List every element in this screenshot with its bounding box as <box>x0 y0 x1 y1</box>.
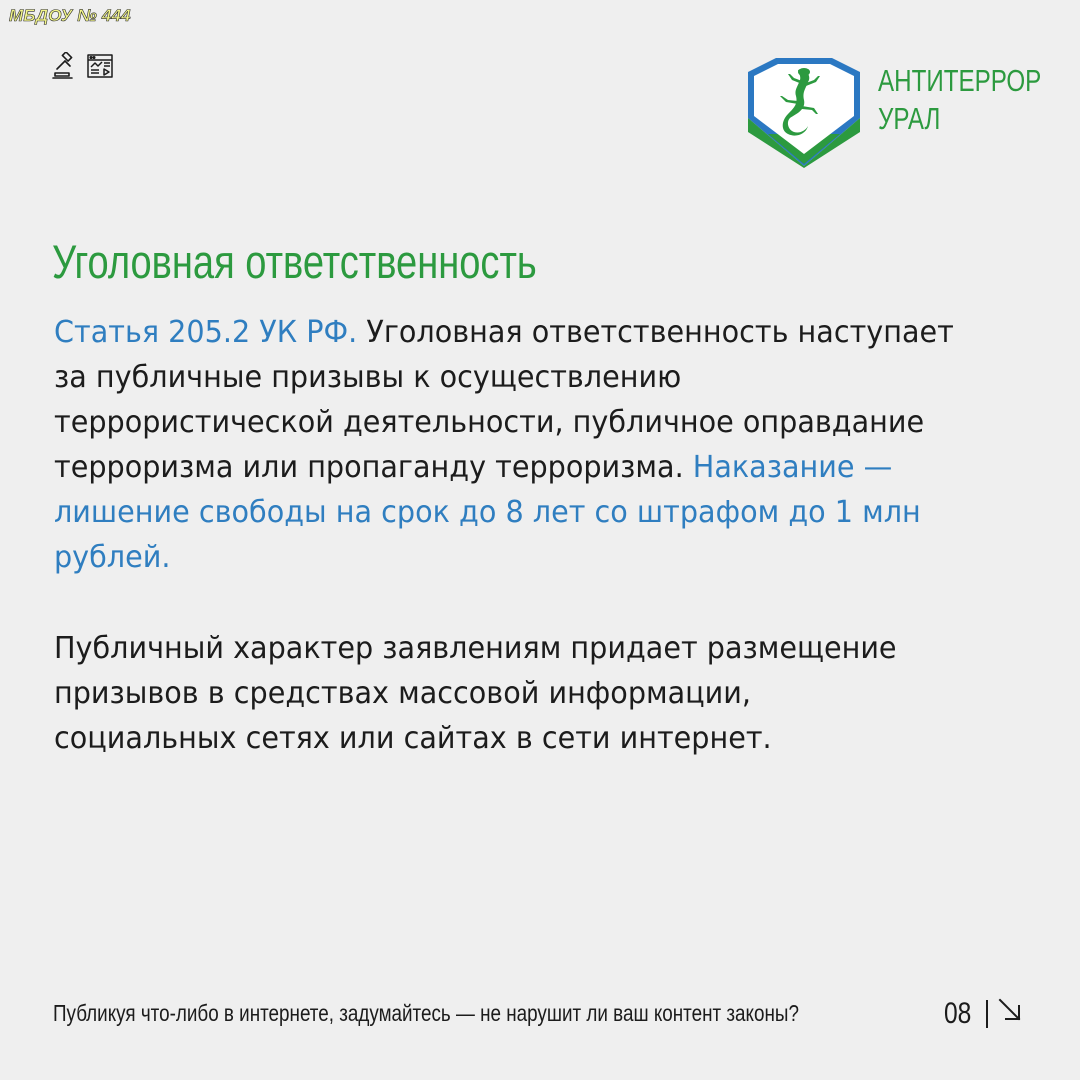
judge-gavel-icon <box>52 52 80 80</box>
paragraph-line: социальных сетях или сайтах в сети интернет. <box>54 721 772 756</box>
logo-text <box>878 62 1041 138</box>
paragraph-text: за публичные призывы к осуществлению <box>54 360 682 395</box>
paragraph-line <box>54 490 990 535</box>
paragraph-text: терроризма или пропаганду терроризма. <box>54 450 684 485</box>
watermark-label: МБДОУ № 444 <box>9 6 131 25</box>
page-title: Уголовная ответственность <box>52 235 537 288</box>
page-indicator <box>944 996 1024 1032</box>
lizard-shield-icon <box>746 52 862 170</box>
paragraph-line <box>54 400 990 445</box>
punishment-text: Наказание — <box>683 450 893 485</box>
arrow-down-right-icon[interactable] <box>996 996 1024 1032</box>
logo-line-1: АНТИТЕРРОР <box>878 63 1042 98</box>
antiterror-logo <box>746 52 1080 170</box>
paragraph-text: Уголовная ответственность наступает <box>357 315 954 350</box>
paragraph-line <box>54 535 990 580</box>
paragraph-line: Публичный характер заявлениям придает размещение <box>54 631 897 666</box>
article-paragraph <box>54 310 1034 580</box>
separator <box>986 1000 988 1028</box>
public-nature-paragraph <box>54 626 1034 761</box>
paragraph-line <box>54 310 990 355</box>
top-icons <box>52 52 114 80</box>
paragraph-line: призывов в средствах массовой информации, <box>54 676 752 711</box>
article-reference: Статья 205.2 УК РФ. <box>54 315 358 350</box>
paragraph-line <box>54 445 990 490</box>
footer-caption: Публикуя что-либо в интернете, задумайтесь — не нарушит ли ваш контент законы? <box>53 1000 799 1026</box>
punishment-text: лишение свободы на срок до 8 лет со штрафом до 1 млн <box>54 495 921 530</box>
web-browser-icon <box>86 52 114 80</box>
punishment-text: рублей. <box>54 540 171 575</box>
paragraph-text: террористической деятельности, публичное оправдание <box>54 405 925 440</box>
page-number: 08 <box>944 997 972 1030</box>
paragraph-line <box>54 355 990 400</box>
logo-line-2: УРАЛ <box>878 101 941 136</box>
